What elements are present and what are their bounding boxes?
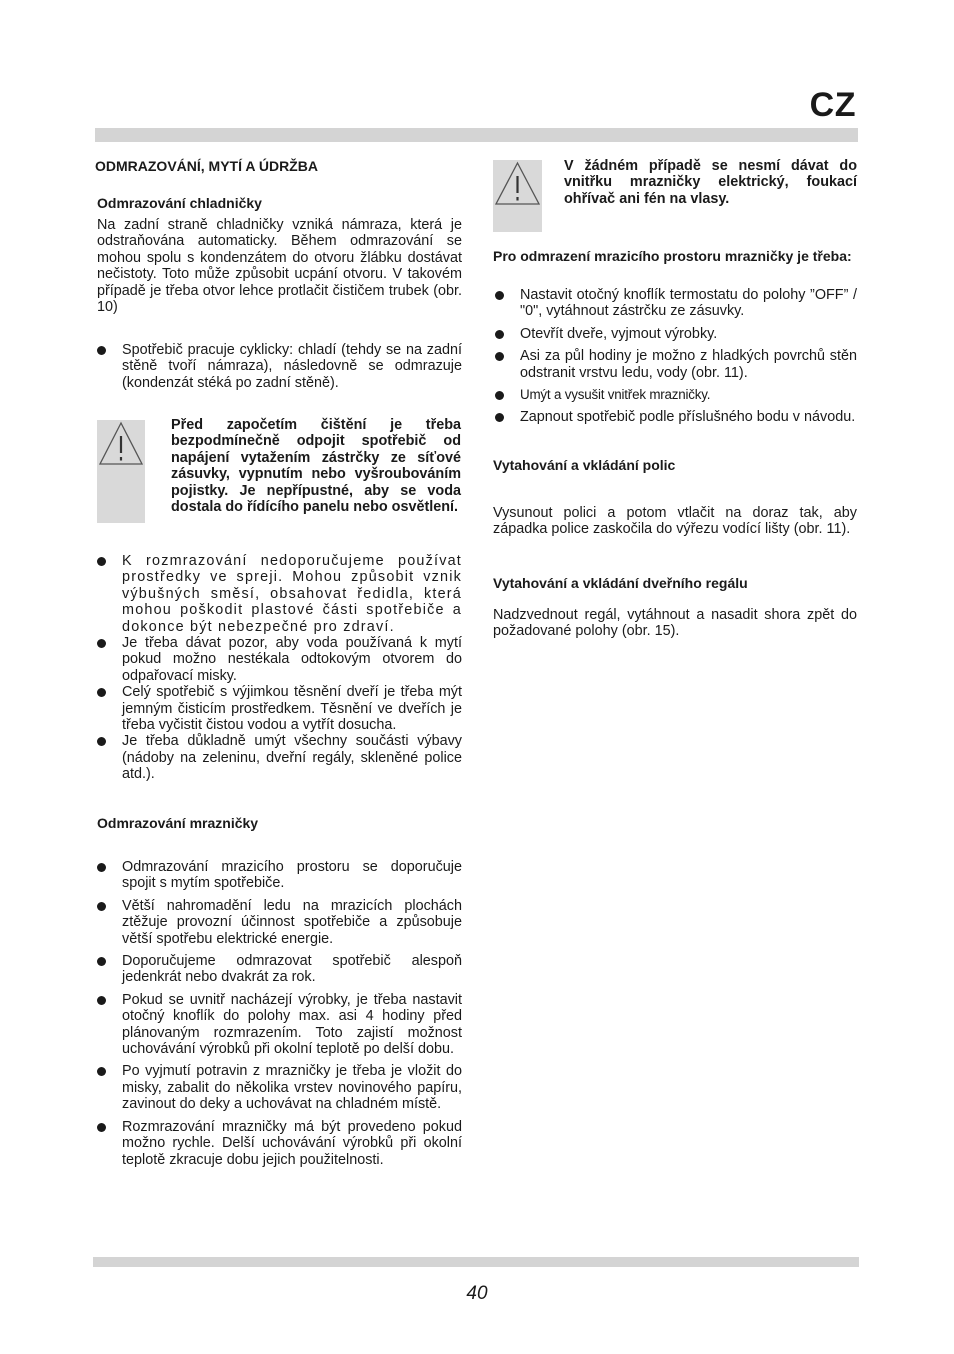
warning-box bbox=[97, 420, 145, 523]
shelves-heading: Vytahování a vkládání polic bbox=[493, 457, 676, 473]
list-item: Odmrazování mrazicího prostoru se doporučuje spojit s mytím spotřebiče. bbox=[95, 859, 462, 892]
warning-icon bbox=[97, 420, 145, 470]
list-item: Celý spotřebič s výjimkou těsnění dveří je třeba mýt jemným čisticím prostředkem. Těsnění ve dveřích je třeba vyčistit čistou vodou a vytřít dosucha. bbox=[95, 684, 462, 733]
list-item: Po vyjmutí potravin z mrazničky je třeba je vložit do misky, zabalit do několika vrstev novinového papíru, zavinout do deky a uchovávat na chladném místě. bbox=[95, 1063, 462, 1112]
defrost-steps-list bbox=[493, 287, 857, 426]
list-item: Umýt a vysušit vnitřek mrazničky. bbox=[493, 387, 857, 403]
heater-warning-text: V žádném případě se nesmí dávat do vnitřku mrazničky elektrický, foukací ohřívač ani fén na vlasy. bbox=[564, 158, 857, 207]
freezer-defrost-steps-heading: Pro odmrazení mrazicího prostoru mrazničky je třeba: bbox=[493, 248, 852, 264]
list-item: Nastavit otočný knoflík termostatu do polohy ”OFF” / "0", vytáhnout zástrčku ze zásuvky. bbox=[493, 287, 857, 320]
section-title: ODMRAZOVÁNÍ, MYTÍ A ÚDRŽBA bbox=[95, 158, 318, 174]
language-code: CZ bbox=[809, 86, 856, 124]
footer-bar bbox=[93, 1257, 859, 1267]
list-item: Asi za půl hodiny je možno z hladkých povrchů stěn odstranit vrstvu ledu, vody (obr. 11). bbox=[493, 348, 857, 381]
door-rack-heading: Vytahování a vkládání dveřního regálu bbox=[493, 575, 748, 591]
list-item: Doporučujeme odmrazovat spotřebič alespoň jedenkrát nebo dvakrát za rok. bbox=[95, 953, 462, 986]
fridge-defrost-paragraph: Na zadní straně chladničky vzniká námraza, která je odstraňována automaticky. Během odmrazování se mohou spolu s kondenzátem do otvoru žlábku dostávat nečistoty. Toto může způsobit ucpání otvoru. V takovém případě je třeba otvor lehce protlačit čističem trubek (obr. 10) bbox=[97, 217, 462, 316]
page-number: 40 bbox=[466, 1283, 488, 1304]
freezer-list bbox=[95, 859, 462, 1174]
list-item: Zapnout spotřebič podle příslušného bodu v návodu. bbox=[493, 409, 857, 425]
list-item: Otevřít dveře, vyjmout výrobky. bbox=[493, 326, 857, 342]
list-item: Pokud se uvnitř nacházejí výrobky, je třeba nastavit otočný knoflík do polohy max. asi 4 hodiny před plánovaným rozmrazením. Toto zajistí možnost uchovávání výrobků při okolní teplotě po delší dobu. bbox=[95, 992, 462, 1058]
list-item: Větší nahromadění ledu na mrazicích plochách ztěžuje provozní účinnost spotřebiče a způsobuje větší spotřebu elektrické energie. bbox=[95, 898, 462, 947]
cleaning-list bbox=[95, 553, 462, 783]
warning-icon bbox=[493, 160, 542, 210]
list-item: Je třeba důkladně umýt všechny součásti výbavy (nádoby na zeleninu, dveřní regály, skleněné police atd.). bbox=[95, 733, 462, 782]
fridge-defrost-heading: Odmrazování chladničky bbox=[97, 195, 262, 211]
list-item: K rozmrazování nedoporučujeme používat prostředky ve spreji. Mohou způsobit vznik výbušných směsí, obsahovat ředidla, která mohou poškodit plastové části spotřebiče a dokonce být nebezpečné pro zdraví. bbox=[95, 553, 462, 635]
cycle-list bbox=[95, 342, 462, 391]
list-item: Rozmrazování mrazničky má být provedeno pokud možno rychle. Delší uchovávání výrobků při okolní teplotě zkracuje dobu jejich použitelnosti. bbox=[95, 1119, 462, 1168]
list-item: Spotřebič pracuje cyklicky: chladí (tehdy se na zadní stěně tvoří námraza), následovně se odmrazuje (kondenzát stéká po zadní stěně). bbox=[95, 342, 462, 391]
shelves-paragraph: Vysunout polici a potom vtlačit na doraz tak, aby západka police zaskočila do výřezu vodící lišty (obr. 11). bbox=[493, 505, 857, 538]
warning-box bbox=[493, 160, 542, 232]
door-rack-paragraph: Nadzvednout regál, vytáhnout a nasadit shora zpět do požadované polohy (obr. 15). bbox=[493, 607, 857, 640]
cleaning-warning-text: Před započetím čištění je třeba bezpodmínečně odpojit spotřebič od napájení vytažením zástrčky ze síťové zásuvky, vypnutím nebo vyšroubováním pojistky. Je nepřípustné, aby se voda dostala do řídícího panelu nebo osvětlení. bbox=[171, 417, 461, 516]
header-bar bbox=[95, 128, 858, 142]
list-item: Je třeba dávat pozor, aby voda používaná k mytí pokud možno nestékala odtokovým otvorem do odpařovací misky. bbox=[95, 635, 462, 684]
freezer-defrost-heading: Odmrazování mrazničky bbox=[97, 815, 259, 831]
